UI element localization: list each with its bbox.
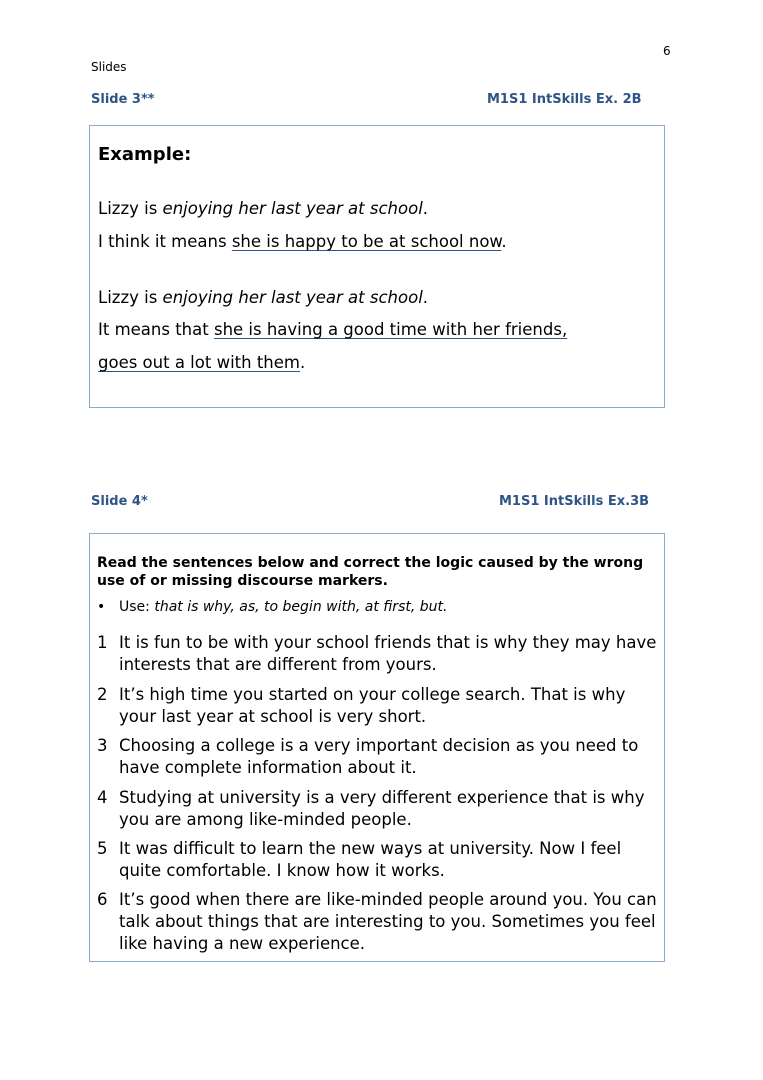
item-number: 3 bbox=[97, 736, 108, 755]
line2-underlined-answer: she is happy to be at school now bbox=[231, 232, 502, 251]
line3-italic: enjoying her last year at school bbox=[162, 288, 423, 307]
bullet-icon: • bbox=[97, 599, 106, 615]
list-item bbox=[97, 632, 657, 676]
slide4-code: M1S1 IntSkills Ex.3B bbox=[499, 494, 650, 509]
exercise-instruction: Read the sentences below and correct the logic caused by the wrong use of or missing discourse markers. bbox=[97, 555, 644, 589]
item-text: Studying at university is a very different experience that is why you are among like-minded people. bbox=[119, 788, 645, 829]
use-items: that is why, as, to begin with, at first, but. bbox=[154, 599, 448, 615]
line3-suffix: . bbox=[422, 288, 429, 307]
list-item bbox=[97, 735, 657, 779]
use-hint bbox=[97, 599, 447, 615]
slide3-title: Slide 3** bbox=[91, 92, 155, 107]
example-line-3 bbox=[98, 288, 428, 307]
line2-prefix: I think it means bbox=[98, 232, 232, 251]
line5-underlined-answer: goes out a lot with them bbox=[98, 353, 300, 372]
list-item bbox=[97, 889, 657, 955]
item-text: Choosing a college is a very important decision as you need to have complete information about it. bbox=[119, 736, 639, 777]
slide4-exercise-box bbox=[89, 533, 665, 962]
line2-suffix: . bbox=[501, 232, 507, 251]
example-line-5 bbox=[98, 353, 305, 372]
line3-prefix: Lizzy is bbox=[98, 288, 163, 307]
item-number: 4 bbox=[97, 788, 108, 807]
item-text: It is fun to be with your school friends that is why they may have interests that are different from yours. bbox=[119, 633, 657, 674]
page-number: 6 bbox=[663, 44, 671, 58]
example-line-4 bbox=[98, 320, 567, 339]
line4-underlined-answer: she is having a good time with her friends, bbox=[213, 320, 568, 339]
item-number: 1 bbox=[97, 633, 108, 652]
document-label: Slides bbox=[91, 60, 127, 74]
item-text: It’s high time you started on your college search. That is why your last year at school is very short. bbox=[119, 685, 626, 726]
item-text: It’s good when there are like-minded people around you. You can talk about things that are interesting to you. Sometimes you feel like having a new experience. bbox=[119, 890, 657, 953]
slide3-code: M1S1 IntSkills Ex. 2B bbox=[487, 92, 642, 107]
item-number: 2 bbox=[97, 685, 108, 704]
line4-prefix: It means that bbox=[98, 320, 214, 339]
item-number: 5 bbox=[97, 839, 108, 858]
slide4-title: Slide 4* bbox=[91, 494, 148, 509]
example-line-2 bbox=[98, 232, 507, 251]
example-line-1 bbox=[98, 199, 428, 218]
line1-prefix: Lizzy is bbox=[98, 199, 163, 218]
line5-suffix: . bbox=[299, 353, 306, 372]
list-item bbox=[97, 684, 657, 728]
item-text: It was difficult to learn the new ways at university. Now I feel quite comfortable. I know how it works. bbox=[119, 839, 622, 880]
list-item bbox=[97, 838, 657, 882]
item-number: 6 bbox=[97, 890, 108, 909]
slide3-example-box bbox=[89, 125, 665, 408]
list-item bbox=[97, 787, 657, 831]
example-heading: Example: bbox=[98, 144, 192, 165]
line1-italic: enjoying her last year at school bbox=[162, 199, 423, 218]
line1-suffix: . bbox=[422, 199, 429, 218]
use-label: Use: bbox=[119, 599, 155, 615]
